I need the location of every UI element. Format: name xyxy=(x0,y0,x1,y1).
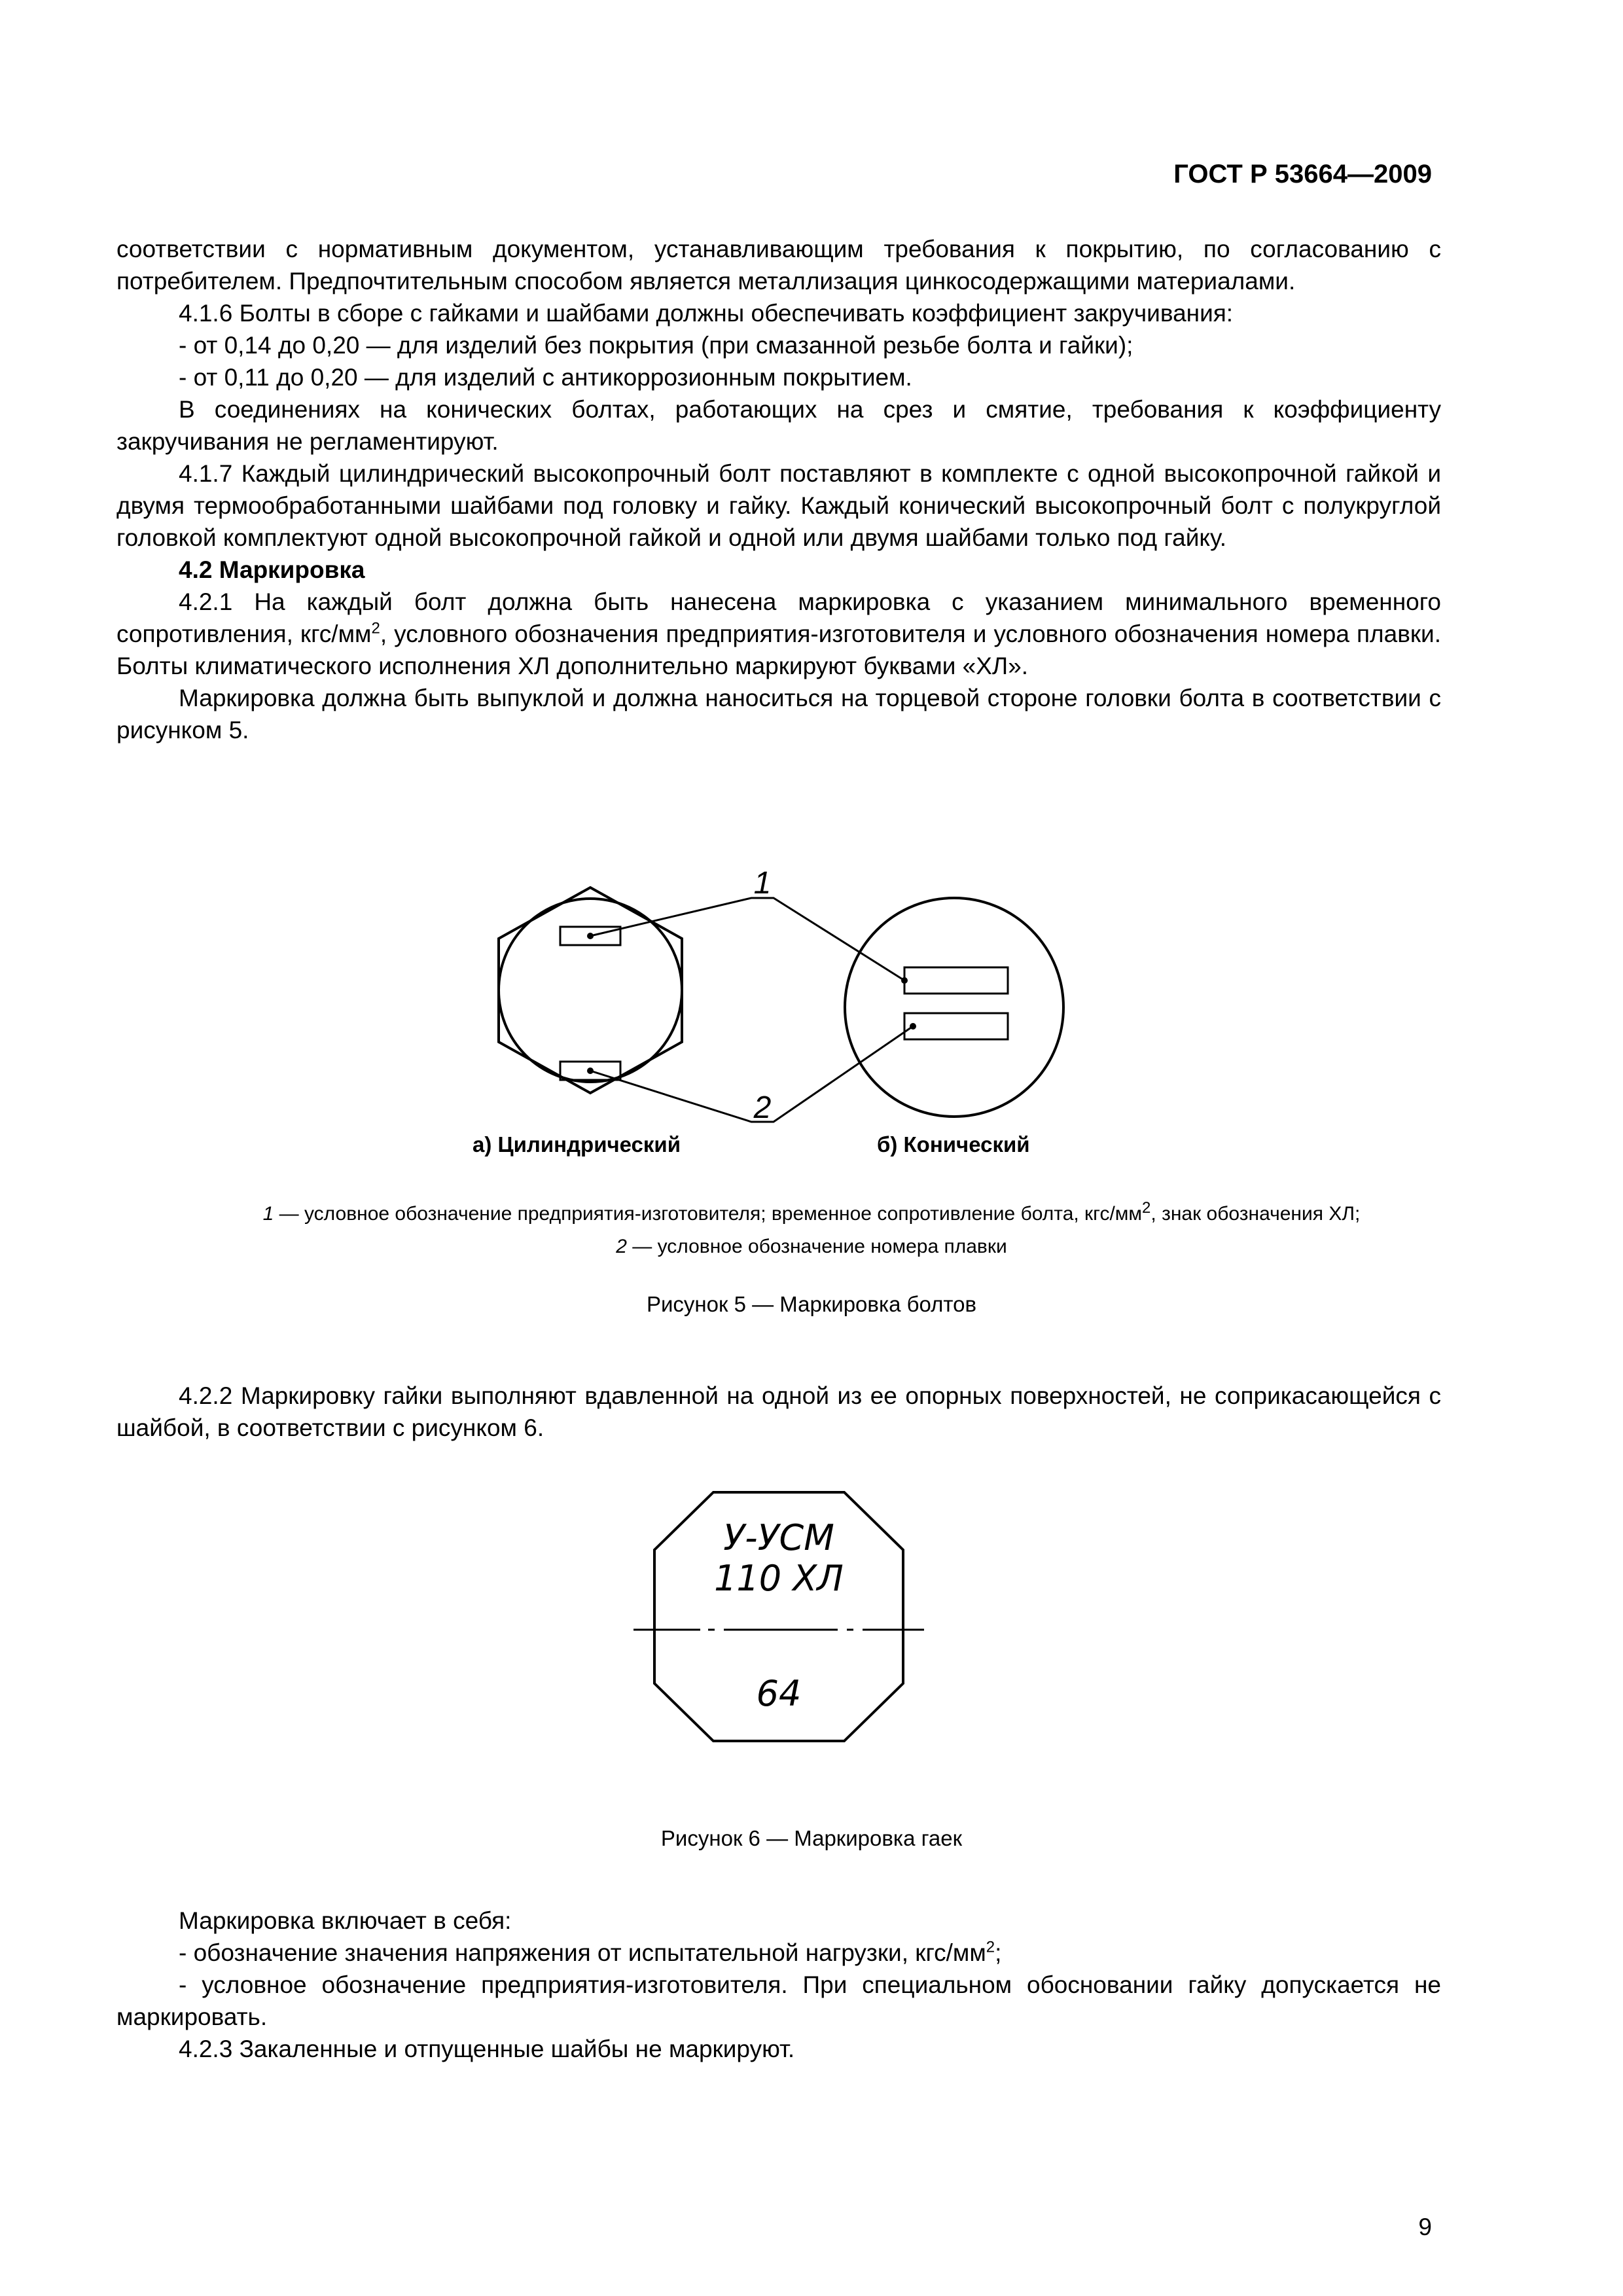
leader-dot xyxy=(587,933,594,939)
clause-4-2-3: 4.2.3 Закаленные и отпущенные шайбы не маркируют. xyxy=(179,2036,795,2062)
clause-4-2-1 xyxy=(116,586,1441,682)
figure-5-diagram xyxy=(0,864,1623,1139)
mark-area-1-conical xyxy=(904,967,1008,994)
clause-4-2-1-text-a: 4.2.1 На каждый болт должна быть нанесена маркировка с указанием минимального временного сопротивления, кгс/мм xyxy=(116,588,1441,647)
paragraph-continuation: соответствии с нормативным документом, устанавливающим требования к покрытию, по согласованию с потребителем. Предпочтительным способом является металлизация цинкосодержащими материалами. xyxy=(116,236,1441,295)
bottom-text-block xyxy=(116,1905,1441,2065)
paragraph-marking-raised: Маркировка должна быть выпуклой и должна наноситься на торцевой стороне головки болта в соответствии с рисунком 5. xyxy=(116,685,1441,744)
list-item-stress-text: - обозначение значения напряжения от испытательной нагрузки, кгс/мм xyxy=(179,1939,986,1966)
superscript: 2 xyxy=(986,1938,995,1956)
superscript: 2 xyxy=(1142,1199,1151,1217)
list-item-stress-tail: ; xyxy=(995,1939,1002,1966)
legend-num-1: 1 xyxy=(262,1203,274,1225)
figure-6-caption: Рисунок 6 — Маркировка гаек xyxy=(660,1826,963,1850)
callout-1: 1 xyxy=(753,866,772,901)
callout-2: 2 xyxy=(753,1090,772,1125)
legend-text-1: — условное обозначение предприятия-изготовителя; временное сопротивление болта, кгс/мм xyxy=(274,1203,1143,1225)
nut-marking-line-1: У-УСМ xyxy=(723,1517,834,1558)
figure-5-caption: Рисунок 5 — Маркировка болтов xyxy=(646,1292,977,1316)
legend-line-2 xyxy=(116,1230,1507,1263)
legend-text-2: — условное обозначение номера плавки xyxy=(626,1236,1007,1257)
figure-5-legend xyxy=(116,1198,1507,1263)
top-text-block xyxy=(116,233,1441,746)
list-item-stress xyxy=(116,1937,1441,1969)
clause-4-2-1-text-b: , условного обозначения предприятия-изготовителя и условного обозначения номера плавки. Болты климатического исполнения ХЛ дополнительно маркируют буквами «ХЛ». xyxy=(116,620,1442,679)
figure-5-label-b: б) Конический xyxy=(877,1132,1030,1157)
figure-6-diagram xyxy=(0,1486,1623,1748)
legend-tail-1: , знак обозначения ХЛ; xyxy=(1150,1203,1361,1225)
legend-num-2: 2 xyxy=(616,1236,627,1257)
mark-area-2-conical xyxy=(904,1013,1008,1039)
figure-5-label-a: а) Цилиндрический xyxy=(473,1132,681,1157)
legend-line-1 xyxy=(116,1198,1507,1230)
clause-4-2-2: 4.2.2 Маркировку гайки выполняют вдавленной на одной из ее опорных поверхностей, не соприкасающейся с шайбой, в соответствии с рисунком 6. xyxy=(116,1382,1441,1441)
conical-head-circle xyxy=(845,898,1063,1117)
leader-dot xyxy=(910,1023,916,1030)
paragraph-conical-bolts: В соединениях на конических болтах, работающих на срез и смятие, требования к коэффициенту закручивания не регламентируют. xyxy=(116,396,1441,455)
leader-line-2 xyxy=(590,1026,913,1122)
nut-marking-line-2: 110 ХЛ xyxy=(714,1558,844,1599)
list-item-coated: - от 0,11 до 0,20 — для изделий с антикоррозионным покрытием. xyxy=(179,364,912,391)
clause-4-1-6: 4.1.6 Болты в сборе с гайками и шайбами должны обеспечивать коэффициент закручивания: xyxy=(179,300,1234,327)
paragraph-marking-includes: Маркировка включает в себя: xyxy=(179,1907,512,1934)
leader-dot xyxy=(587,1067,594,1074)
leader-dot xyxy=(901,977,908,984)
superscript: 2 xyxy=(371,619,380,637)
mid-text-block xyxy=(116,1380,1441,1444)
page-number: 9 xyxy=(1418,2214,1432,2240)
clause-4-1-7: 4.1.7 Каждый цилиндрический высокопрочный болт поставляют в комплекте с одной высокопрочной гайкой и двумя термообработанными шайбами под головку и гайку. Каждый конический высокопрочный болт с полукруглой головкой комплектуют одной высокопрочной гайкой и одной или двумя шайбами только под гайку. xyxy=(116,460,1441,551)
list-item-uncoated: - от 0,14 до 0,20 — для изделий без покрытия (при смазанной резьбе болта и гайки); xyxy=(179,332,1133,359)
list-item-manufacturer: - условное обозначение предприятия-изготовителя. При специальном обосновании гайку допускается не маркировать. xyxy=(116,1971,1441,2030)
document-header: ГОСТ Р 53664—2009 xyxy=(1173,160,1432,188)
nut-marking-line-3: 64 xyxy=(756,1673,802,1714)
section-heading-4-2: 4.2 Маркировка xyxy=(179,556,365,583)
